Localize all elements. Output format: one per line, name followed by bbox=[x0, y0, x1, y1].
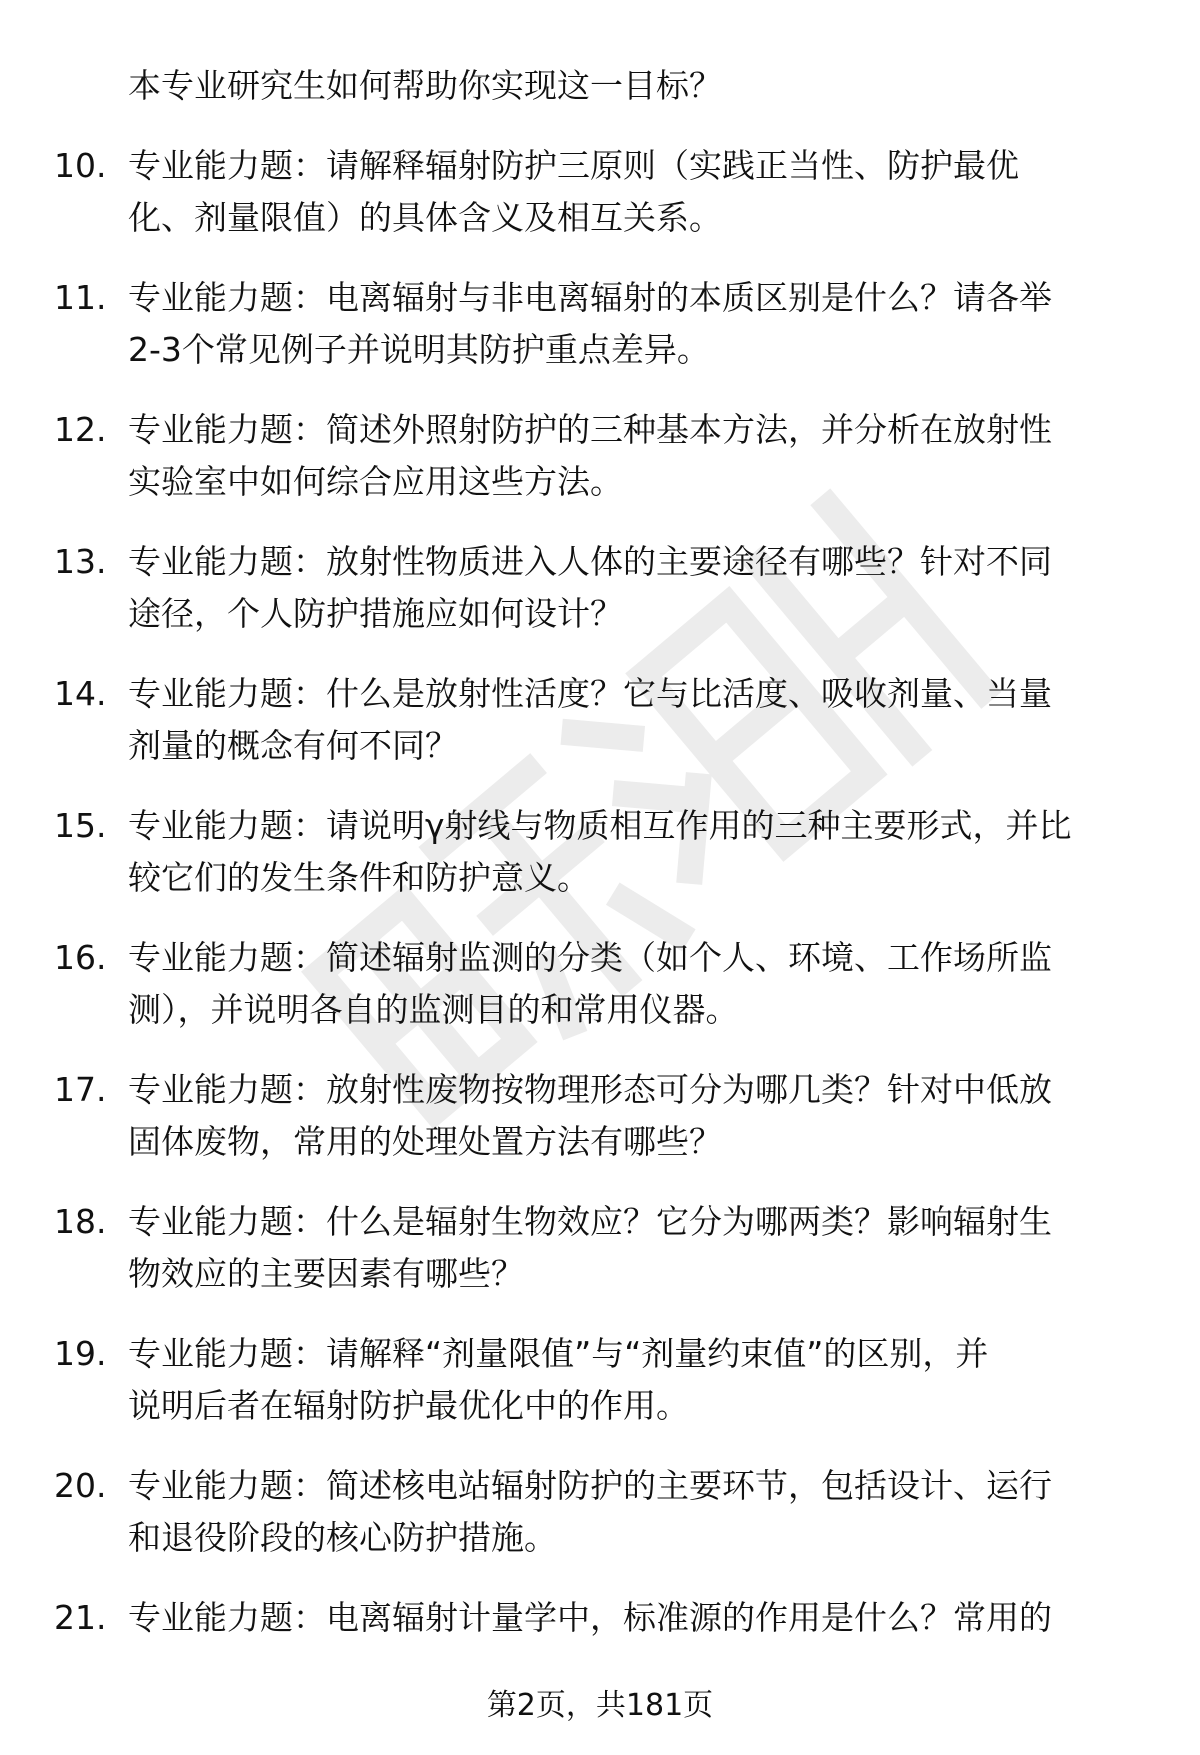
question-text bbox=[128, 1460, 1148, 1564]
question-text-line: 测），并说明各自的监测目的和常用仪器。 bbox=[128, 990, 739, 1029]
question-text-line: 专业能力题：什么是放射性活度？它与比活度、吸收剂量、当量 bbox=[128, 674, 1052, 713]
question-number: 13. bbox=[54, 542, 107, 581]
question-number: 19. bbox=[54, 1334, 107, 1373]
question-text-line: 物效应的主要因素有哪些？ bbox=[128, 1254, 524, 1293]
question-text-line: 专业能力题：电离辐射计量学中，标准源的作用是什么？常用的 bbox=[128, 1598, 1052, 1637]
question-item bbox=[0, 404, 1200, 536]
question-text-line: 专业能力题：放射性废物按物理形态可分为哪几类？针对中低放 bbox=[128, 1070, 1052, 1109]
question-text-line: 专业能力题：什么是辐射生物效应？它分为哪两类？影响辐射生 bbox=[128, 1202, 1052, 1241]
question-number: 10. bbox=[54, 146, 107, 185]
question-text-line: 途径，个人防护措施应如何设计？ bbox=[128, 594, 623, 633]
question-text bbox=[128, 1592, 1148, 1644]
question-text-line: 2-3个常见例子并说明其防护重点差异。 bbox=[128, 330, 710, 369]
question-item bbox=[0, 272, 1200, 404]
intro-line: 本专业研究生如何帮助你实现这一目标？ bbox=[128, 66, 722, 105]
question-text-line: 专业能力题：请解释辐射防护三原则（实践正当性、防护最优 bbox=[128, 146, 1019, 185]
question-text-line: 专业能力题：电离辐射与非电离辐射的本质区别是什么？请各举 bbox=[128, 278, 1052, 317]
question-item bbox=[0, 668, 1200, 800]
question-text-line: 专业能力题：放射性物质进入人体的主要途径有哪些？针对不同 bbox=[128, 542, 1052, 581]
question-text-line: 专业能力题：简述外照射防护的三种基本方法，并分析在放射性 bbox=[128, 410, 1052, 449]
question-item bbox=[0, 1328, 1200, 1460]
question-number: 17. bbox=[54, 1070, 107, 1109]
question-item bbox=[0, 1196, 1200, 1328]
question-item bbox=[0, 536, 1200, 668]
question-item bbox=[0, 140, 1200, 272]
question-text-line: 和退役阶段的核心防护措施。 bbox=[128, 1518, 557, 1557]
question-item bbox=[0, 1460, 1200, 1592]
question-text-line: 专业能力题：请说明γ射线与物质相互作用的三种主要形式，并比 bbox=[128, 806, 1072, 845]
question-text bbox=[128, 1064, 1148, 1168]
question-text-line: 说明后者在辐射防护最优化中的作用。 bbox=[128, 1386, 689, 1425]
question-list bbox=[0, 140, 1200, 1724]
question-text bbox=[128, 536, 1148, 640]
question-item bbox=[0, 932, 1200, 1064]
question-text-line: 化、剂量限值）的具体含义及相互关系。 bbox=[128, 198, 722, 237]
question-text bbox=[128, 404, 1148, 508]
question-number: 12. bbox=[54, 410, 107, 449]
question-number: 21. bbox=[54, 1598, 107, 1637]
question-number: 20. bbox=[54, 1466, 107, 1505]
question-text-line: 专业能力题：请解释“剂量限值”与“剂量约束值”的区别，并 bbox=[128, 1334, 989, 1373]
page-number-footer: 第2页，共181页 bbox=[486, 1688, 714, 1723]
question-text bbox=[128, 1328, 1148, 1432]
question-item bbox=[0, 800, 1200, 932]
question-text bbox=[128, 668, 1148, 772]
question-text bbox=[128, 800, 1148, 904]
question-text-line: 实验室中如何综合应用这些方法。 bbox=[128, 462, 623, 501]
question-text-line: 专业能力题：简述辐射监测的分类（如个人、环境、工作场所监 bbox=[128, 938, 1052, 977]
question-text-line: 剂量的概念有何不同？ bbox=[128, 726, 458, 765]
question-number: 18. bbox=[54, 1202, 107, 1241]
question-text-line: 专业能力题：简述核电站辐射防护的主要环节，包括设计、运行 bbox=[128, 1466, 1052, 1505]
question-text-line: 固体废物，常用的处理处置方法有哪些？ bbox=[128, 1122, 722, 1161]
question-text bbox=[128, 1196, 1148, 1300]
question-text bbox=[128, 140, 1148, 244]
question-number: 14. bbox=[54, 674, 107, 713]
question-item bbox=[0, 1064, 1200, 1196]
question-text bbox=[128, 932, 1148, 1036]
question-number: 11. bbox=[54, 278, 107, 317]
question-number: 16. bbox=[54, 938, 107, 977]
question-text bbox=[128, 272, 1148, 376]
question-number: 15. bbox=[54, 806, 107, 845]
question-text-line: 较它们的发生条件和防护意义。 bbox=[128, 858, 590, 897]
